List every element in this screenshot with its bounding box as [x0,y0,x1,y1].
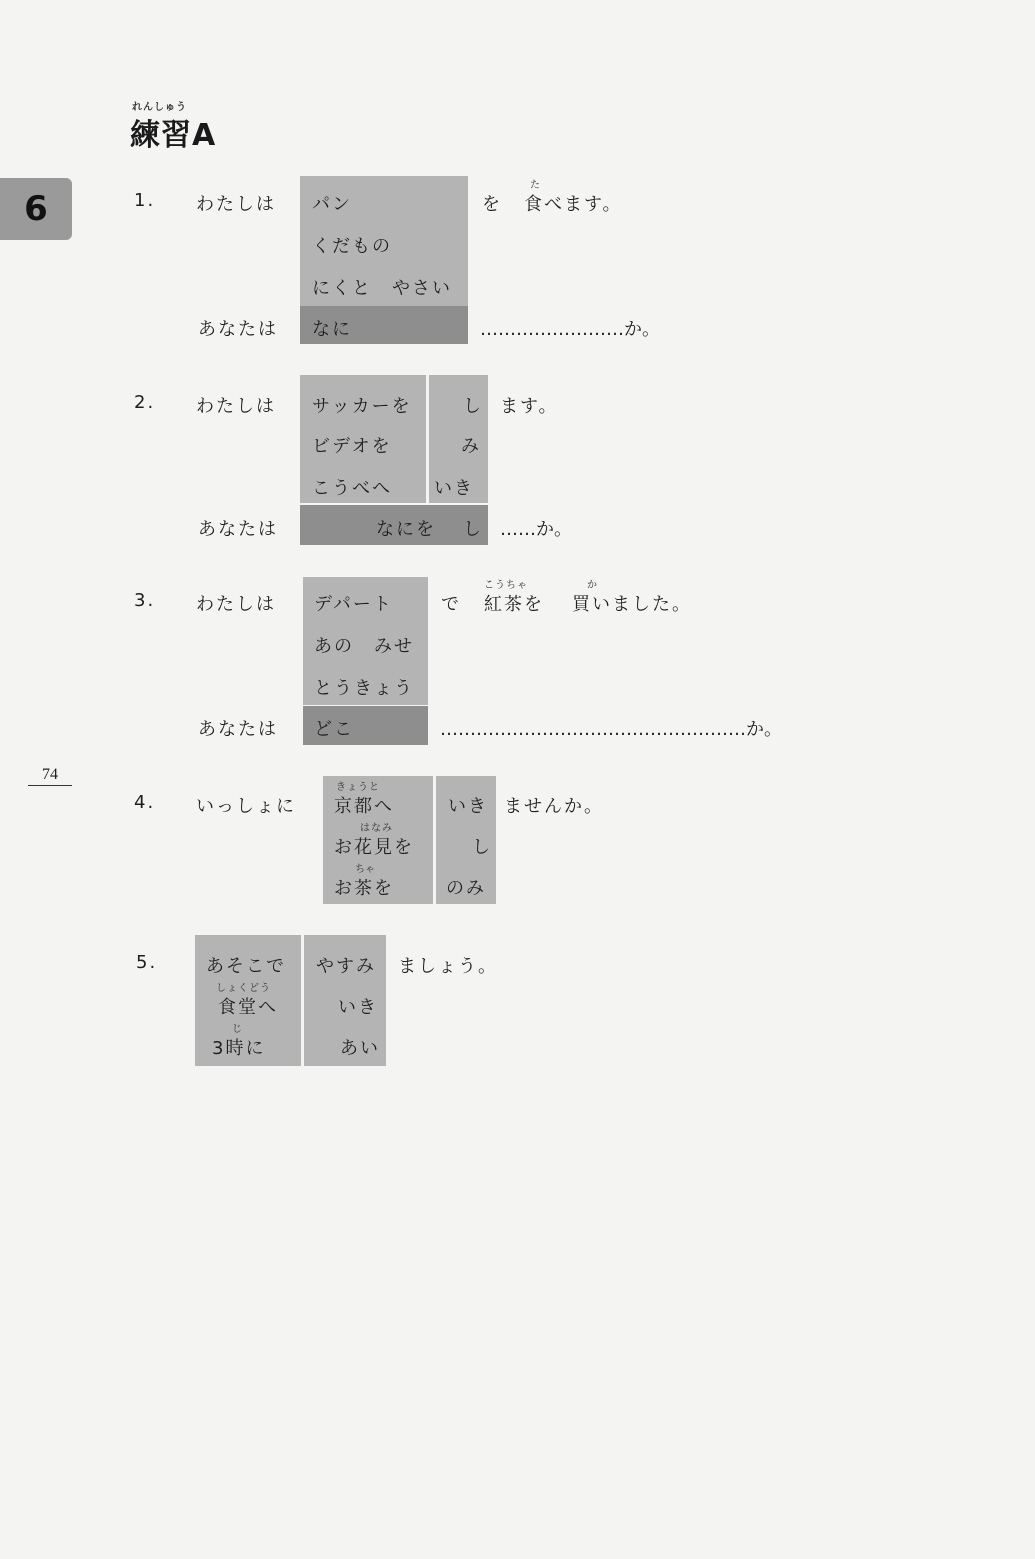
ex4-option-3: お茶を [334,878,394,899]
ex3-q-subject: あなたは [198,719,278,740]
ex4-verb-1: いき [448,796,488,817]
ex5-option-2: 食堂へ [218,997,278,1018]
ex1-option-2: くだもの [312,236,392,257]
ex1-verb-ruby: た [530,180,540,191]
ex4-option-2: お花見を [334,837,414,858]
ex1-q-word: なに [312,319,352,340]
ex5-verb-3: あい [340,1038,380,1059]
ex2-option-3: こうべへ [312,478,392,499]
ex3-q-tail: ……………………………………………か。 [440,719,782,740]
ex4-option-2-ruby: はなみ [360,823,393,834]
ex1-particle: を [482,194,502,215]
ex5-option-3-ruby: じ [232,1024,242,1035]
page-number: 74 [28,766,72,786]
ex5-verb-2: いき [338,997,378,1018]
ex4-verb-3: のみ [446,878,486,899]
ex2-option-2: ビデオを [312,436,392,457]
ex5-option-1: あそこで [206,956,286,977]
ex3-option-1: デパート [314,594,393,615]
ex4-ending: ませんか。 [504,796,604,817]
ex3-option-3: とうきょう [314,678,414,699]
ex3-q-word: どこ [314,719,354,740]
ex3-object: 紅茶を [484,594,544,615]
ex3-particle: で [441,594,461,615]
ex3-number: 3. [134,590,156,611]
ex2-verb-2: み [461,436,481,457]
heading-text: 練習A [130,118,217,153]
ex5-option-3: 3時に [212,1038,266,1059]
ex1-number: 1. [134,190,156,211]
ex4-option-1-ruby: きょうと [336,782,380,793]
ex5-number: 5. [136,952,158,973]
ex1-subject: わたしは [196,194,276,215]
ex2-subject: わたしは [196,396,276,417]
ex3-option-2: あの みせ [314,636,414,657]
ex4-number: 4. [134,792,156,813]
heading-ruby: れんしゅう [132,102,187,113]
ex3-object-ruby: こうちゃ [484,580,528,591]
ex4-verb-2: し [472,837,492,858]
ex2-ending: ます。 [500,396,559,417]
ex1-q-tail: ……………………か。 [480,319,660,340]
ex3-verb: 買いました。 [572,594,692,615]
chapter-tab: 6 [0,178,72,240]
ex5-verb-1: やすみ [316,956,376,977]
ex2-verb-3: いき [434,478,474,499]
ex2-q-subject: あなたは [198,519,278,540]
ex1-verb: 食べます。 [524,194,623,215]
ex2-number: 2. [134,392,156,413]
ex1-option-3: にくと やさい [312,278,452,299]
ex2-verb-1: し [463,396,483,417]
ex3-subject: わたしは [196,594,276,615]
ex4-lead: いっしょに [196,796,296,817]
ex2-q-tail: ……か。 [500,519,572,540]
ex2-q-word: なにを [376,519,436,540]
ex2-option-1: サッカーを [312,396,412,417]
section-heading [130,102,217,154]
ex4-option-3-ruby: ちゃ [355,864,375,875]
ex2-q-verb: し [463,519,483,540]
ex3-verb-ruby: か [587,580,597,591]
ex5-option-2-ruby: しょくどう [216,983,271,994]
ex4-option-1: 京都へ [334,796,394,817]
ex1-option-1: パン [312,194,352,215]
ex5-ending: ましょう。 [398,956,498,977]
ex1-q-subject: あなたは [198,319,278,340]
